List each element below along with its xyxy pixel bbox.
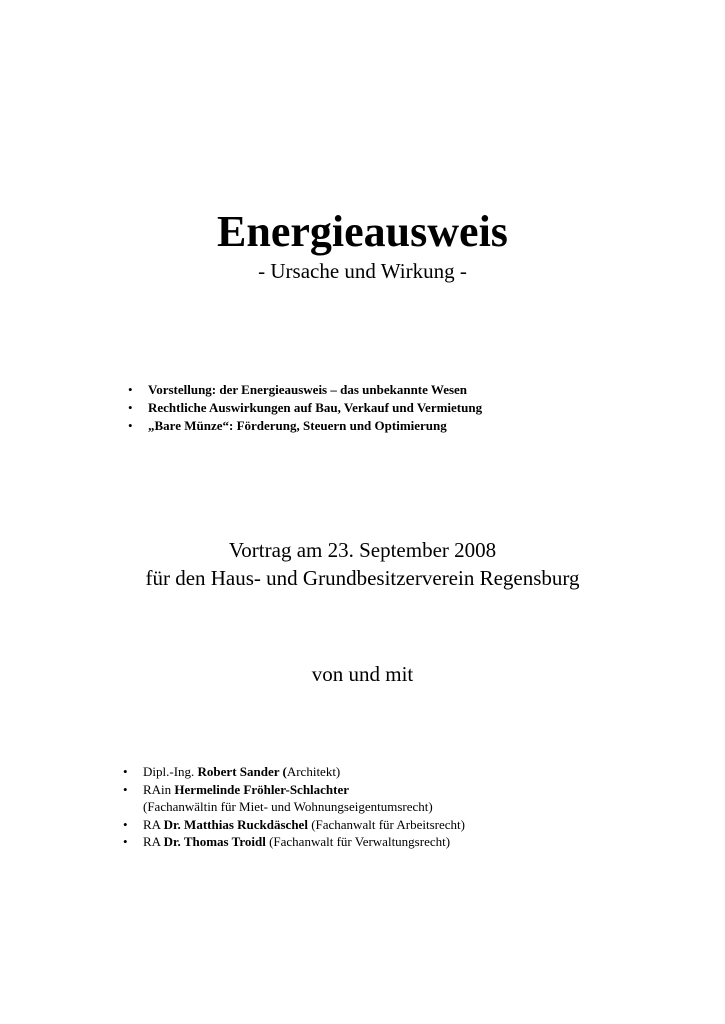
bullet-icon: • — [123, 834, 128, 849]
document-subtitle: - Ursache und Wirkung - — [258, 259, 467, 283]
speaker-prefix: RAin — [143, 781, 175, 797]
talk-date: Vortrag am 23. September 2008 — [228, 538, 497, 562]
speaker-prefix: RA — [143, 816, 164, 832]
talk-info — [0, 536, 725, 592]
speaker-role: (Fachanwalt für Verwaltungsrecht) — [265, 834, 451, 849]
speaker-prefix: RA — [143, 834, 164, 849]
bullet-icon: • — [123, 781, 128, 797]
speaker-item — [123, 781, 465, 816]
speaker-list — [123, 763, 465, 851]
topic-item — [128, 417, 482, 435]
talk-host: für den Haus- und Grundbesitzerverein Regensburg — [145, 566, 580, 590]
bullet-icon: • — [128, 382, 133, 397]
bullet-icon: • — [128, 418, 133, 433]
speaker-item — [123, 763, 465, 781]
bullet-icon: • — [128, 400, 133, 415]
speaker-name: Robert Sander ( — [197, 764, 287, 779]
topic-list — [128, 381, 482, 435]
speaker-prefix: Dipl.-Ing. — [143, 764, 198, 779]
topic-item — [128, 381, 482, 399]
topic-text: Rechtliche Auswirkungen auf Bau, Verkauf und Vermietung — [148, 400, 483, 415]
speaker-name: Dr. Thomas Troidl — [163, 834, 266, 849]
speaker-item — [123, 833, 465, 851]
speaker-role: Architekt) — [286, 764, 341, 779]
speaker-role: (Fachanwalt für Arbeitsrecht) — [307, 816, 465, 832]
document-title: Energieausweis — [217, 207, 508, 256]
speaker-note: (Fachanwältin für Miet- und Wohnungseigentumsrecht) — [143, 799, 433, 814]
speaker-name: Dr. Matthias Ruckdäschel — [163, 816, 308, 832]
bullet-icon: • — [123, 816, 128, 832]
topic-text: „Bare Münze“: Förderung, Steuern und Optimierung — [148, 418, 447, 433]
with-label: von und mit — [311, 662, 414, 686]
speaker-name: Hermelinde Fröhler-Schlachter — [174, 781, 350, 797]
bullet-icon: • — [123, 764, 128, 779]
topic-item — [128, 399, 482, 417]
topic-text: Vorstellung: der Energieausweis – das unbekannte Wesen — [148, 382, 468, 397]
speaker-item — [123, 816, 465, 834]
